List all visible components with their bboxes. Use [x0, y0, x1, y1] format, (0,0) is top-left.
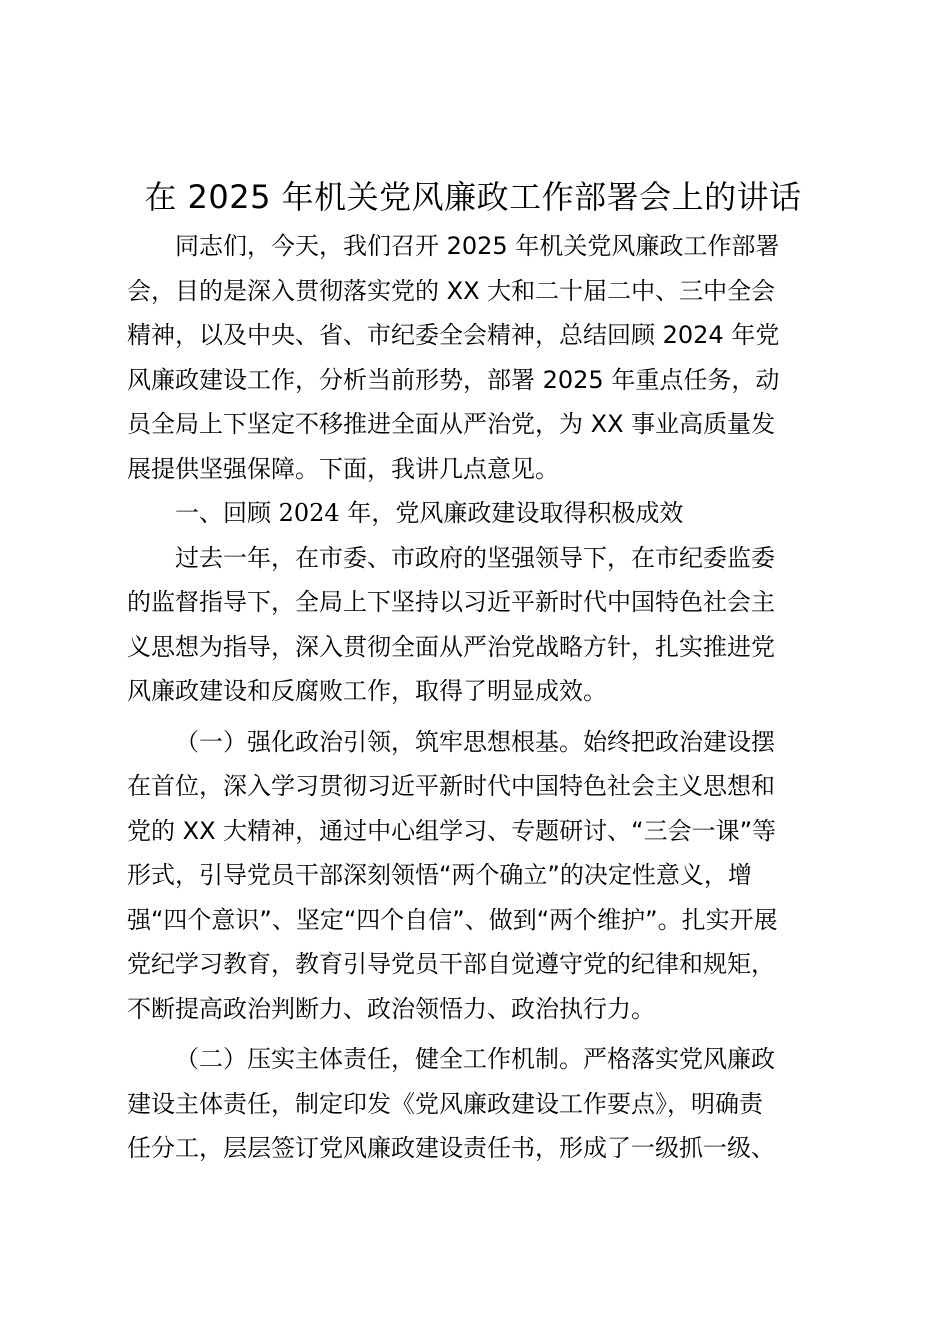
document-title: 在 2025 年机关党风廉政工作部署会上的讲话 — [144, 178, 802, 216]
section1-line: 风廉政建设和反腐败工作，取得了明显成效。 — [127, 677, 607, 705]
section1-line: 的监督指导下，全局上下坚持以习近平新时代中国特色社会主 — [127, 588, 775, 616]
subsection2-paragraph — [127, 1037, 827, 1171]
intro-line: 精神，以及中央、省、市纪委全会精神，总结回顾 2024 年党 — [127, 321, 780, 349]
subsection1-line: 形式，引导党员干部深刻领悟“两个确立”的决定性意义，增 — [127, 861, 752, 889]
subsection1-line: （一）强化政治引领，筑牢思想根基。始终把政治建设摆 — [175, 727, 775, 756]
section-heading: 一、回顾 2024 年，党风廉政建设取得积极成效 — [175, 499, 684, 527]
intro-line: 展提供坚强保障。下面，我讲几点意见。 — [127, 454, 559, 483]
section1-paragraph — [127, 536, 827, 714]
intro-line: 会，目的是深入贯彻落实党的 XX 大和二十届二中、三中全会 — [127, 276, 776, 305]
intro-line: 同志们，今天，我们召开 2025 年机关党风廉政工作部署 — [175, 232, 780, 260]
subsection2-line: 任分工，层层签订党风廉政建设责任书，形成了一级抓一级、 — [127, 1134, 775, 1162]
intro-line: 员全局上下坚定不移推进全面从严治党，为 XX 事业高质量发 — [127, 410, 776, 438]
subsection1-line: 党纪学习教育，教育引导党员干部自觉遵守党的纪律和规矩， — [127, 950, 775, 978]
subsection1-line: 党的 XX 大精神，通过中心组学习、专题研讨、“三会一课”等 — [127, 816, 777, 845]
subsection1-line: 在首位，深入学习贯彻习近平新时代中国特色社会主义思想和 — [127, 772, 775, 800]
section1-line: 过去一年，在市委、市政府的坚强领导下，在市纪委监委 — [175, 543, 775, 572]
intro-paragraph — [127, 224, 827, 491]
subsection2-line: （二）压实主体责任，健全工作机制。严格落实党风廉政 — [175, 1045, 775, 1073]
subsection1-paragraph — [127, 720, 827, 1032]
subsection2-line: 建设主体责任，制定印发《党风廉政建设工作要点》，明确责 — [127, 1089, 763, 1118]
section1-line: 义思想为指导，深入贯彻全面从严治党战略方针，扎实推进党 — [127, 632, 775, 661]
intro-line: 风廉政建设工作，分析当前形势，部署 2025 年重点任务，动 — [127, 365, 780, 394]
subsection1-line: 强“四个意识”、坚定“四个自信”、做到“两个维护”。扎实开展 — [127, 905, 778, 934]
subsection1-line: 不断提高政治判断力、政治领悟力、政治执行力。 — [127, 994, 655, 1023]
document-body — [127, 170, 827, 1171]
